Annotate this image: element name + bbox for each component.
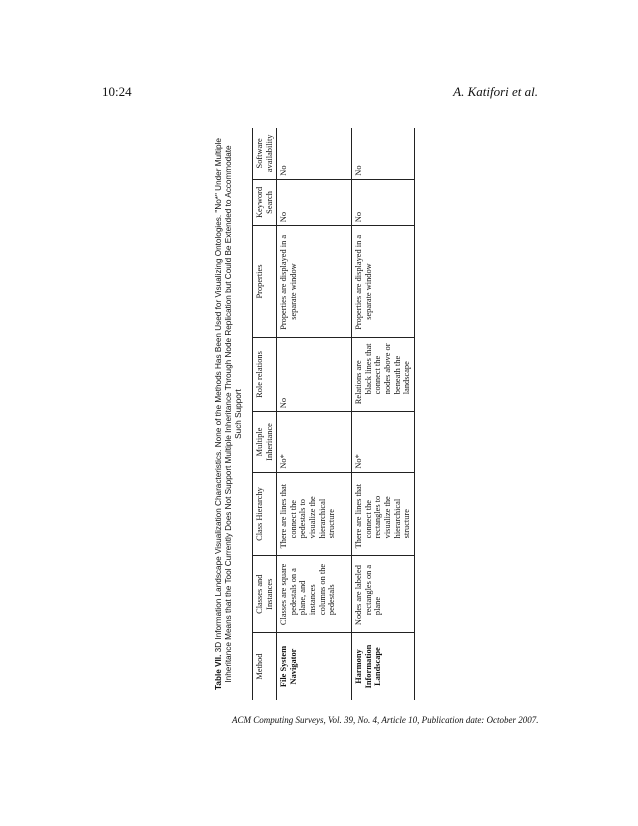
table-row: [277, 128, 352, 700]
cell-role-relations: Relations are black lines that connect the nodes above or beneath the landscape: [352, 337, 415, 411]
header-properties: Properties: [253, 226, 277, 338]
cell-classes-instances: Nodes are labeled rectangles on a plane: [352, 556, 415, 633]
header-method: Method: [253, 633, 277, 700]
header-role-relations: Role relations: [253, 337, 277, 411]
cell-role-relations: No: [277, 337, 352, 411]
characteristics-table: [252, 128, 415, 700]
rotated-table-block: [214, 128, 412, 700]
header-classes-instances: Classes and Instances: [253, 556, 277, 633]
cell-properties: Properties are displayed in a separate window: [277, 226, 352, 338]
cell-keyword-search: No: [277, 179, 352, 226]
cell-method: File System Navigator: [277, 633, 352, 700]
header-class-hierarchy: Class Hierarchy: [253, 472, 277, 556]
cell-properties: Properties are displayed in a separate window: [352, 226, 415, 338]
cell-class-hierarchy: There are lines that connect the rectangles to visualize the hierarchical structure: [352, 472, 415, 556]
cell-method: Harmony Information Landscape: [352, 633, 415, 700]
cell-multiple-inheritance: No*: [352, 412, 415, 472]
cell-software-availability: No: [352, 128, 415, 179]
caption-text: 3D Information Landscape Visualization Characteristics. None of the Methods Has Been Used for Visualizing Ontologies. "No*" Under Multiple Inheritance Means that the Tool Currently Does Not Support Multiple Inheritance Through Node Replication but Could Be Extended to Accommodate Such Support: [214, 138, 243, 683]
header-multiple-inheritance: Multiple Inheritance: [253, 412, 277, 472]
table-header-row: [253, 128, 277, 700]
table-caption: [214, 128, 252, 700]
cell-keyword-search: No: [352, 179, 415, 226]
cell-classes-instances: Classes are square pedestals on a plane, and instances columns on the pedestals: [277, 556, 352, 633]
table-row: [352, 128, 415, 700]
page-number: 10:24: [102, 84, 132, 99]
cell-software-availability: No: [277, 128, 352, 179]
cell-class-hierarchy: There are lines that connect the pedestals to visualize the hierarchical structure: [277, 472, 352, 556]
header-software-availability: Software availability: [253, 128, 277, 179]
page-footer: ACM Computing Surveys, Vol. 39, No. 4, Article 10, Publication date: October 2007.: [232, 715, 539, 725]
header-keyword-search: Keyword Search: [253, 179, 277, 226]
running-header-authors: A. Katifori et al.: [453, 84, 538, 99]
cell-multiple-inheritance: No*: [277, 412, 352, 472]
caption-label: Table VII.: [214, 654, 223, 690]
